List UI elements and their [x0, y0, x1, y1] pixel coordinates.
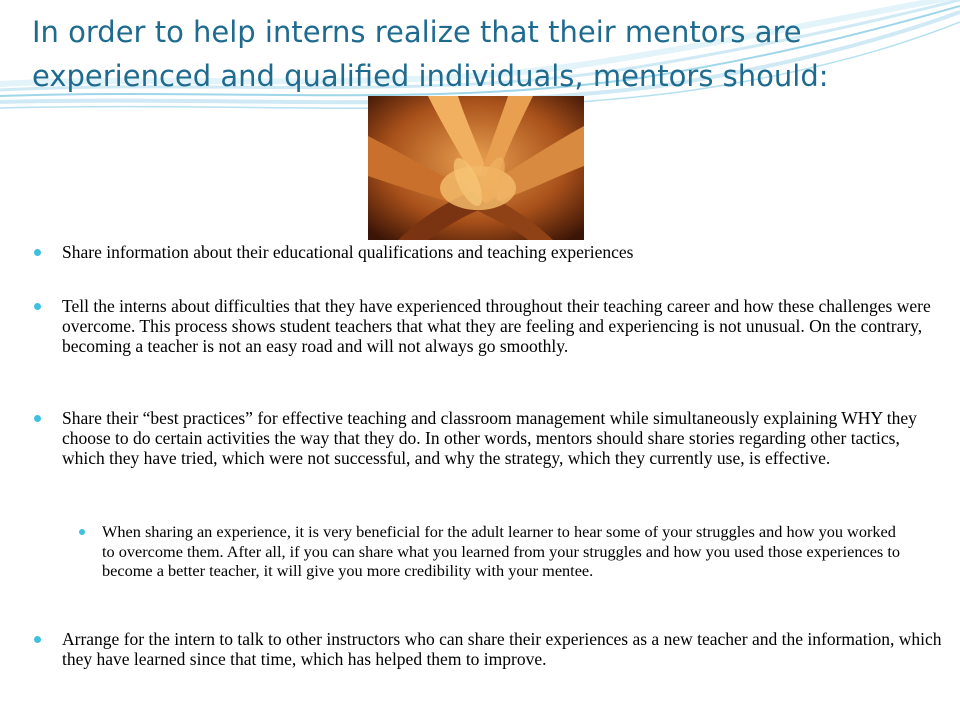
- bullet-item: [62, 408, 942, 468]
- bullet-item: [62, 242, 942, 262]
- bullet-text: Arrange for the intern to talk to other instructors who can share their experiences as a new teacher and the information, which they have learned since that time, which has helped them to improve.: [62, 629, 942, 669]
- bullet-item: [62, 629, 942, 669]
- bullet-text: Tell the interns about difficulties that they have experienced throughout their teaching career and how these challenges were overcome. This process shows student teachers that what they are feeling and experiencing is not unusual. On the contrary, becoming a teacher is not an easy road and will not always go smoothly.: [62, 296, 931, 356]
- bullet-text: Share their “best practices” for effective teaching and classroom management while simultaneously explaining WHY they choose to do certain activities the way that they do. In other words, mentors should share stories regarding other tactics, which they have tried, which were not successful, and why the strategy, which they currently use, is effective.: [62, 408, 917, 468]
- bullet-icon: [34, 303, 41, 310]
- slide-title: In order to help interns realize that their mentors are experienced and qualified individuals, mentors should:: [32, 15, 829, 93]
- sub-bullet-icon: [79, 529, 85, 535]
- sub-bullet-text: When sharing an experience, it is very beneficial for the adult learner to hear some of your struggles and how you worked to overcome them. After all, if you can share what you learned from your struggles and how you used those experiences to become a better teacher, it will give you more credibility with your mentee.: [102, 522, 900, 580]
- bullet-icon: [34, 415, 41, 422]
- bullet-text: Share information about their educational qualifications and teaching experiences: [62, 242, 634, 262]
- stacked-hands-photo: [368, 96, 584, 240]
- bullet-icon: [34, 249, 41, 256]
- bullet-icon: [34, 636, 41, 643]
- bullet-item: [62, 296, 942, 356]
- sub-bullet-item: [102, 522, 912, 581]
